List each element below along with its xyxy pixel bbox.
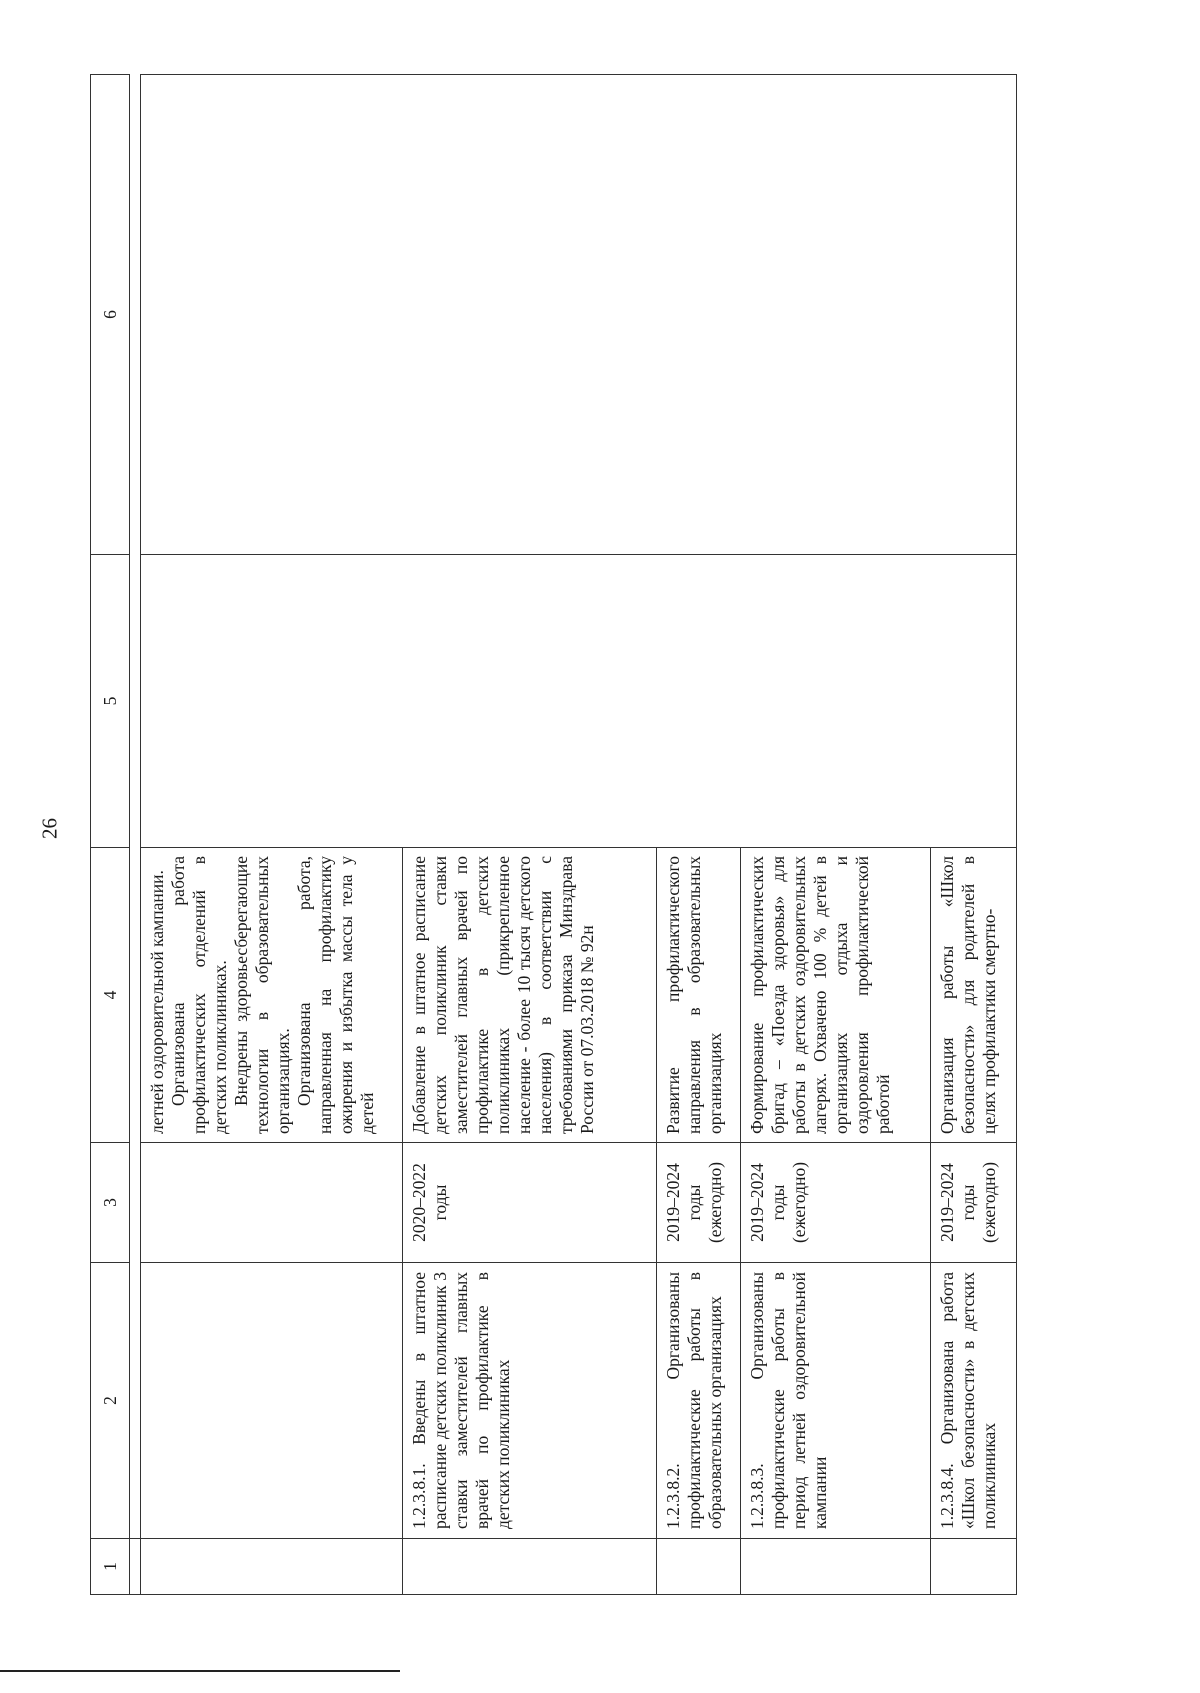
header-col-6: 6: [91, 75, 130, 555]
header-row: [91, 75, 130, 1595]
cell-result: [657, 848, 741, 1143]
header-col-5: 5: [91, 555, 130, 848]
table-row: [141, 75, 403, 1595]
cell-col-1: [657, 1539, 741, 1595]
header-gap: [130, 75, 141, 1595]
cell-col-1: [741, 1539, 931, 1595]
cell-result: [141, 848, 403, 1143]
cell-col-6: [141, 75, 1017, 555]
cell-col-5: [141, 555, 1017, 848]
header-col-3: 3: [91, 1143, 130, 1263]
cell-result: [741, 848, 931, 1143]
header-col-1: 1: [91, 1539, 130, 1595]
result-paragraph: Внедрены здоровьесберегающие технологии в образовательных организациях.: [231, 856, 293, 1134]
cell-period: 2019–2024 годы (ежегодно): [741, 1143, 931, 1263]
result-paragraph: Добавление в штатное расписание детских поликлиник ставки заместителей главных врачей по профилактике в детских поликлиниках (прикрепленное население - более 10 тысяч детского населения) в соответствии с требованиями приказа Минздрава России от 07.03.2018 № 92н: [409, 856, 597, 1134]
header-col-2: 2: [91, 1263, 130, 1539]
cell-measure: 1.2.3.8.2. Организованы профилактические работы в образовательных организациях: [657, 1263, 741, 1539]
cell-col-1: [403, 1539, 657, 1595]
activities-table: [90, 74, 1017, 1595]
cell-measure: [141, 1263, 403, 1539]
cell-measure: 1.2.3.8.3. Организованы профилактические работы в период летней оздоровительной кампании: [741, 1263, 931, 1539]
cell-period: 2020–2022 годы: [403, 1143, 657, 1263]
result-paragraph: Формирование профилактических бригад – «Поезда здоровья» для работы в детских оздоровительных лагерях. Охвачено 100 % детей в организациях отдыха и оздоровления профилактической работой: [747, 856, 893, 1134]
result-paragraph: Организована работа профилактических отделений в детских поликлиниках.: [168, 856, 230, 1134]
cell-result: [931, 848, 1017, 1143]
header-col-4: 4: [91, 848, 130, 1143]
cell-measure: 1.2.3.8.1. Введены в штатное расписание детских поликлиник 3 ставки заместителей главных врачей по профилактике в детских поликлиниках: [403, 1263, 657, 1539]
cell-period: 2019–2024 годы (ежегодно): [931, 1143, 1017, 1263]
rotated-table-container: [90, 75, 1140, 1595]
result-paragraph: Организована работа, направленная на профилактику ожирения и избытка массы тела у детей: [294, 856, 377, 1134]
cell-measure: 1.2.3.8.4. Организована работа «Школ безопасности» в детских поликлиниках: [931, 1263, 1017, 1539]
page-number: 26: [37, 818, 62, 839]
cell-period: 2019–2024 годы (ежегодно): [657, 1143, 741, 1263]
footer-rule: [0, 1670, 400, 1672]
cell-result: [403, 848, 657, 1143]
result-paragraph: летней оздоровительной кампании.: [147, 870, 167, 1134]
cell-period: [141, 1143, 403, 1263]
cell-col-1: [141, 1539, 403, 1595]
result-paragraph: Организация работы «Школ безопасности» для родителей в целях профилактики смертно-: [937, 856, 999, 1134]
result-paragraph: Развитие профилактического направления в образовательных организациях: [663, 856, 725, 1134]
cell-col-1: [931, 1539, 1017, 1595]
